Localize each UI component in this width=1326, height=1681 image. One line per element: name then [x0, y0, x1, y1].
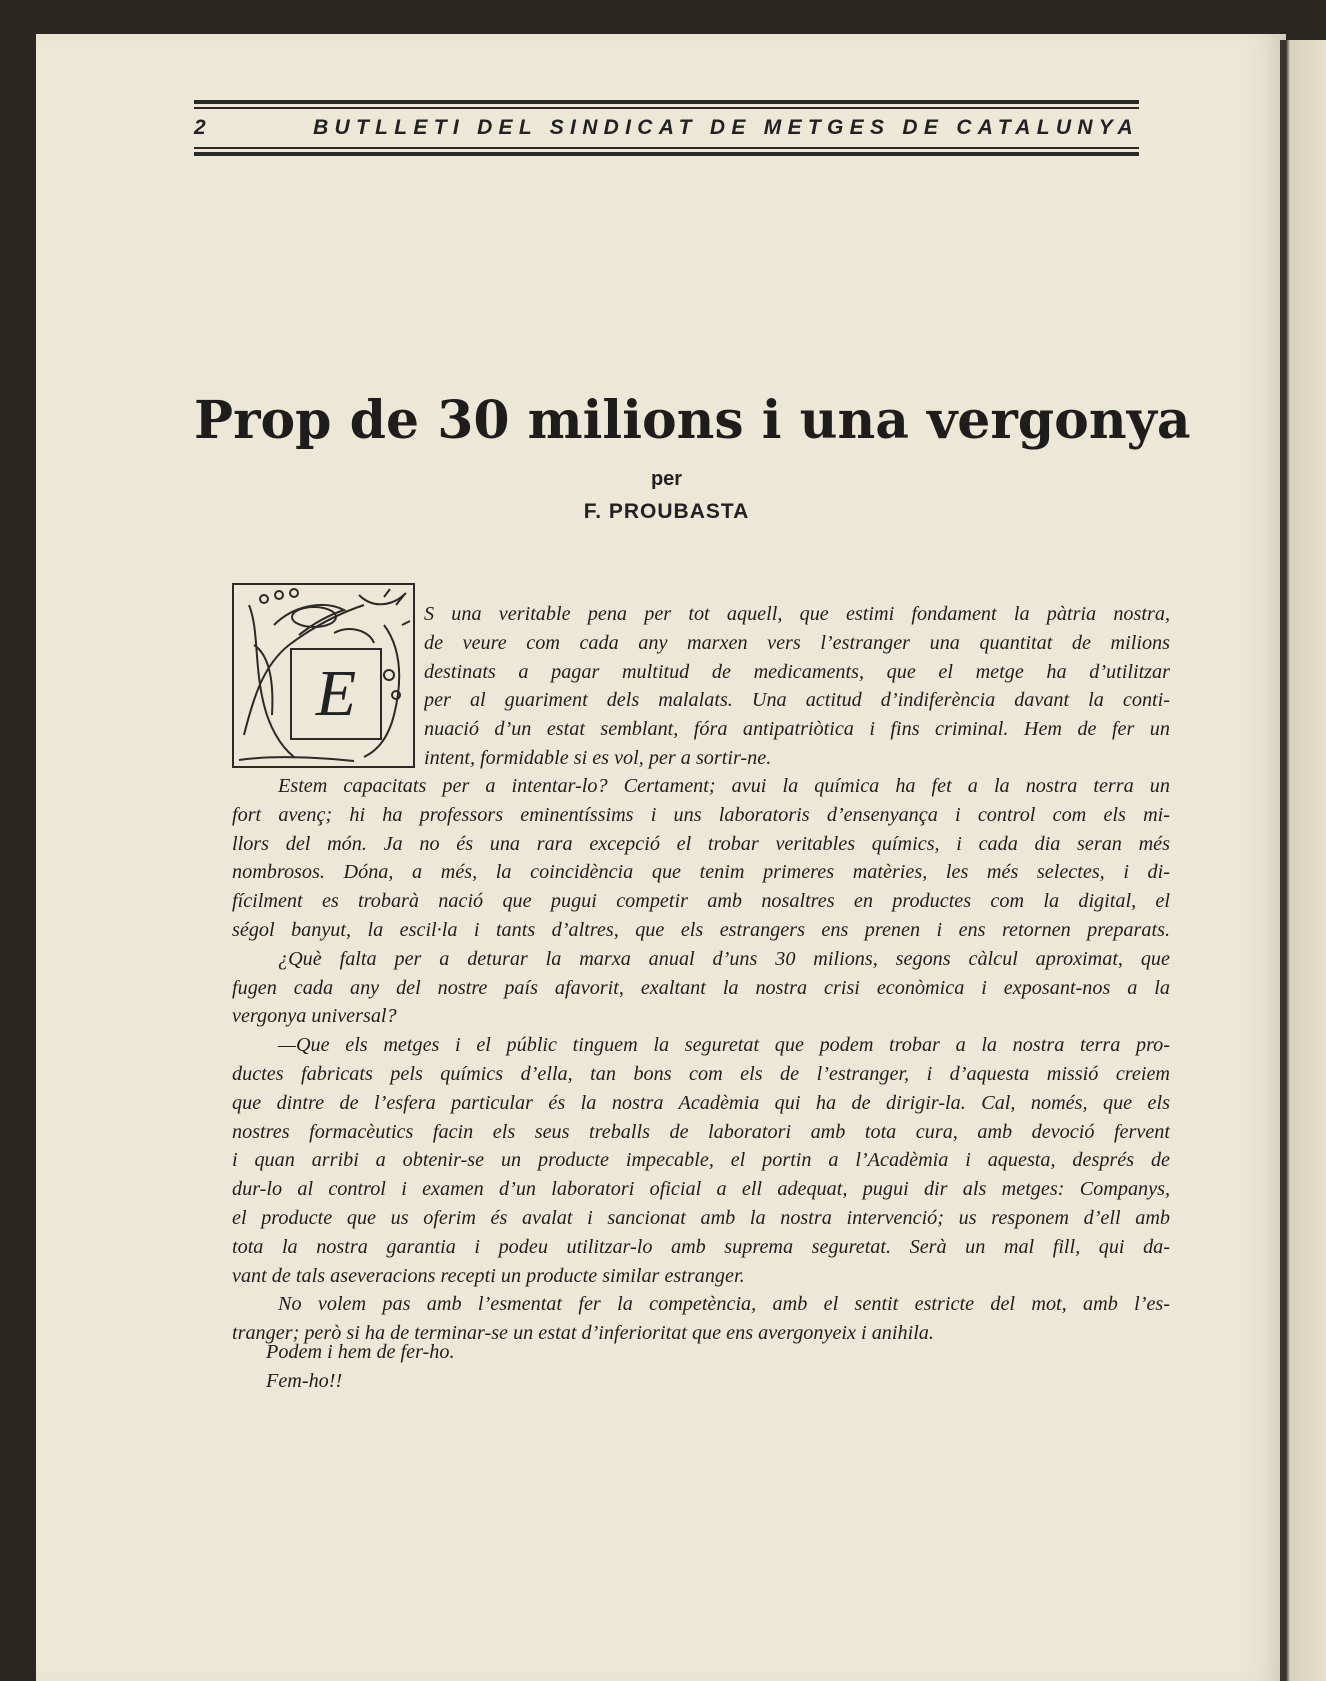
text-line: dur-lo al control i examen d’un laboratori oficial a ell adequat, pugui dir als metges: Companys, — [232, 1178, 1170, 1201]
text-line: ductes fabricats pels químics d’ella, tan bons com els de l’estranger, i d’aquesta missió creiem — [232, 1062, 1170, 1085]
author-name: F. PROUBASTA — [583, 500, 750, 523]
closing-lines — [266, 1338, 455, 1396]
text-line: ségol banyut, la escil·la i tants d’altres, que els estrangers ens prenen i ens retornen preparats. — [232, 918, 1170, 941]
text-line: —Que els metges i el públic tinguem la seguretat que podem trobar a la nostra terra pro- — [278, 1034, 1170, 1057]
closing-line: Fem-ho!! — [266, 1369, 343, 1392]
paragraph — [232, 1031, 1170, 1290]
byline-per: per — [650, 468, 683, 490]
journal-title: BUTLLETI DEL SINDICAT DE METGES DE CATALUNYA — [313, 116, 1139, 139]
text-line: nuació d’un estat semblant, fóra antipatriòtica i fins criminal. Hem de fer un — [424, 718, 1170, 741]
closing-line: Podem i hem de fer-ho. — [266, 1341, 455, 1363]
text-line: S una veritable pena per tot aquell, que estimi fondament la pàtria nostra, — [424, 603, 1170, 625]
header-rule-bottom — [194, 152, 1139, 156]
text-line: vant de tals aseveracions recepti un producte similar estranger. — [232, 1264, 745, 1287]
text-line: que dintre de l’esfera particular és la nostra Acadèmia qui ha de dirigir-la. Cal, només, que els — [232, 1091, 1170, 1114]
lead-paragraph — [424, 600, 1170, 773]
text-line: No volem pas amb l’esmentat fer la competència, amb el sentit estricte del mot, amb l’es- — [278, 1293, 1170, 1316]
text-line: destinats a pagar multitud de medicaments, que el metge ha d’utilitzar — [424, 660, 1170, 683]
text-line: ¿Què falta per a deturar la marxa anual d’uns 30 milions, segons càlcul aproximat, que — [278, 947, 1170, 970]
article-body — [232, 772, 1170, 1348]
text-line: tranger; però si ha de terminar-se un estat d’inferioritat que ens avergonyeix i anihila. — [232, 1322, 934, 1345]
header-rule-bottom-thin — [194, 147, 1139, 149]
text-line: fort avenç; hi ha professors eminentíssims i uns laboratoris d’ensenyança i control com els mi- — [232, 803, 1170, 826]
text-line: tota la nostra garantia i podeu utilitzar-lo amb suprema seguretat. Serà un mal fill, qui da- — [232, 1235, 1170, 1258]
text-line: fugen cada any del nostre país afavorit, exaltant la nostra crisi econòmica i exposant-nos a la — [232, 976, 1170, 999]
text-line: fícilment es trobarà nació que pugui competir amb nosaltres en productes com la digital, el — [232, 890, 1170, 913]
text-line: intent, formidable si es vol, per a sortir-ne. — [424, 746, 772, 769]
book-gutter — [1280, 40, 1326, 1681]
paragraph — [232, 772, 1170, 945]
drop-cap-letter: E — [290, 648, 382, 740]
article-title: Prop de 30 milions i una vergonya — [194, 390, 1191, 451]
ornamental-drop-cap — [232, 583, 415, 768]
text-line: nostres formacèutics facin els seus treballs de laboratori amb tota cura, amb devoció fervent — [232, 1120, 1170, 1143]
header-rule-top — [194, 100, 1139, 104]
text-line: i quan arribi a obtenir-se un producte impecable, el portin a l’Acadèmia i aquesta, després de — [232, 1149, 1170, 1172]
running-header — [194, 100, 1139, 156]
text-line: de veure com cada any marxen vers l’estranger una quantitat de milions — [424, 631, 1170, 654]
page-number: 2 — [194, 116, 206, 139]
text-line: nombrosos. Dóna, a més, la coincidència que tenim primeres matèries, les més selectes, i di- — [232, 861, 1170, 884]
text-line: llors del món. Ja no és una rara excepció el trobar veritables químics, i cada dia seran més — [232, 832, 1170, 855]
text-line: el producte que us oferim és avalat i sancionat amb la nostra intervenció; us responem d’ell amb — [232, 1206, 1170, 1229]
text-line: per al guariment dels malalats. Una actitud d’indiferència davant la conti- — [424, 689, 1170, 712]
text-line: vergonya universal? — [232, 1005, 397, 1028]
text-line: Estem capacitats per a intentar-lo? Certament; avui la química ha fet a la nostra terra un — [278, 775, 1170, 797]
paragraph — [232, 945, 1170, 1031]
